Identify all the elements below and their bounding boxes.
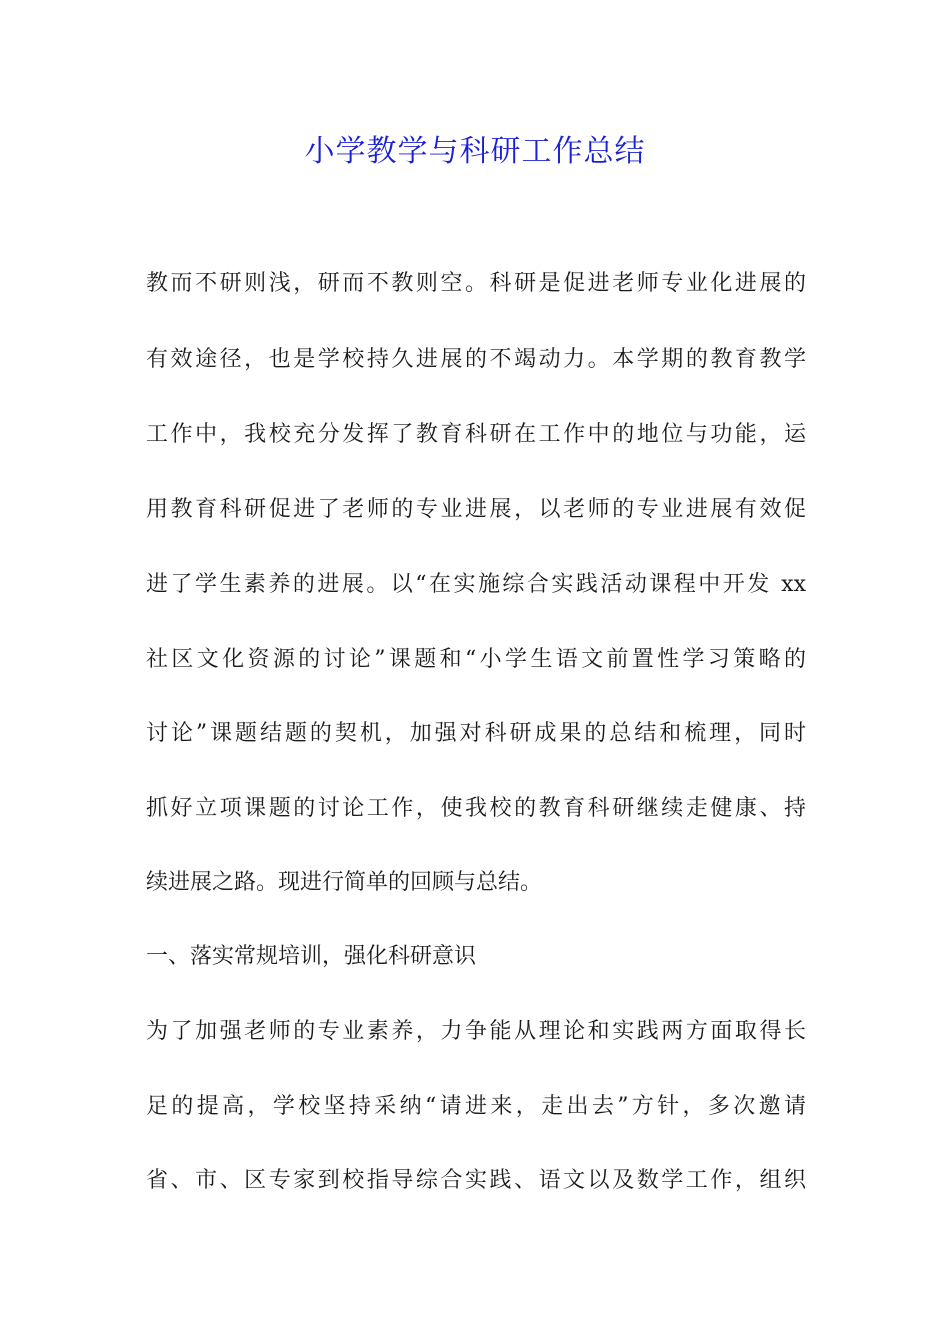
body-line: 为了加强老师的专业素养，力争能从理论和实践两方面取得长 bbox=[146, 1019, 806, 1044]
body-line: 教而不研则浅，研而不教则空。科研是促进老师专业化进展的 bbox=[146, 271, 806, 296]
body-line: 讨论”课题结题的契机，加强对科研成果的总结和梳理，同时 bbox=[146, 721, 806, 746]
body-line: 续进展之路。现进行简单的回顾与总结。 bbox=[146, 870, 543, 895]
body-line: 用教育科研促进了老师的专业进展，以老师的专业进展有效促 bbox=[146, 497, 806, 522]
body-line: 抓好立项课题的讨论工作，使我校的教育科研继续走健康、持 bbox=[146, 796, 806, 821]
body-line: 社区文化资源的讨论”课题和“小学生语文前置性学习策略的 bbox=[146, 647, 806, 672]
body-line: 足的提高，学校坚持采纳“请进来，走出去”方针，多次邀请 bbox=[146, 1094, 806, 1119]
section-heading: 一、落实常规培训，强化科研意识 bbox=[146, 944, 477, 969]
body-line: 有效途径，也是学校持久进展的不竭动力。本学期的教育教学 bbox=[146, 347, 806, 372]
document-title: 小学教学与科研工作总结 bbox=[304, 134, 646, 169]
body-line: 省、市、区专家到校指导综合实践、语文以及数学工作，组织 bbox=[146, 1168, 806, 1193]
body-line: 进了学生素养的进展。以“在实施综合实践活动课程中开发 xx bbox=[146, 572, 806, 597]
body-line: 工作中，我校充分发挥了教育科研在工作中的地位与功能，运 bbox=[146, 422, 806, 447]
